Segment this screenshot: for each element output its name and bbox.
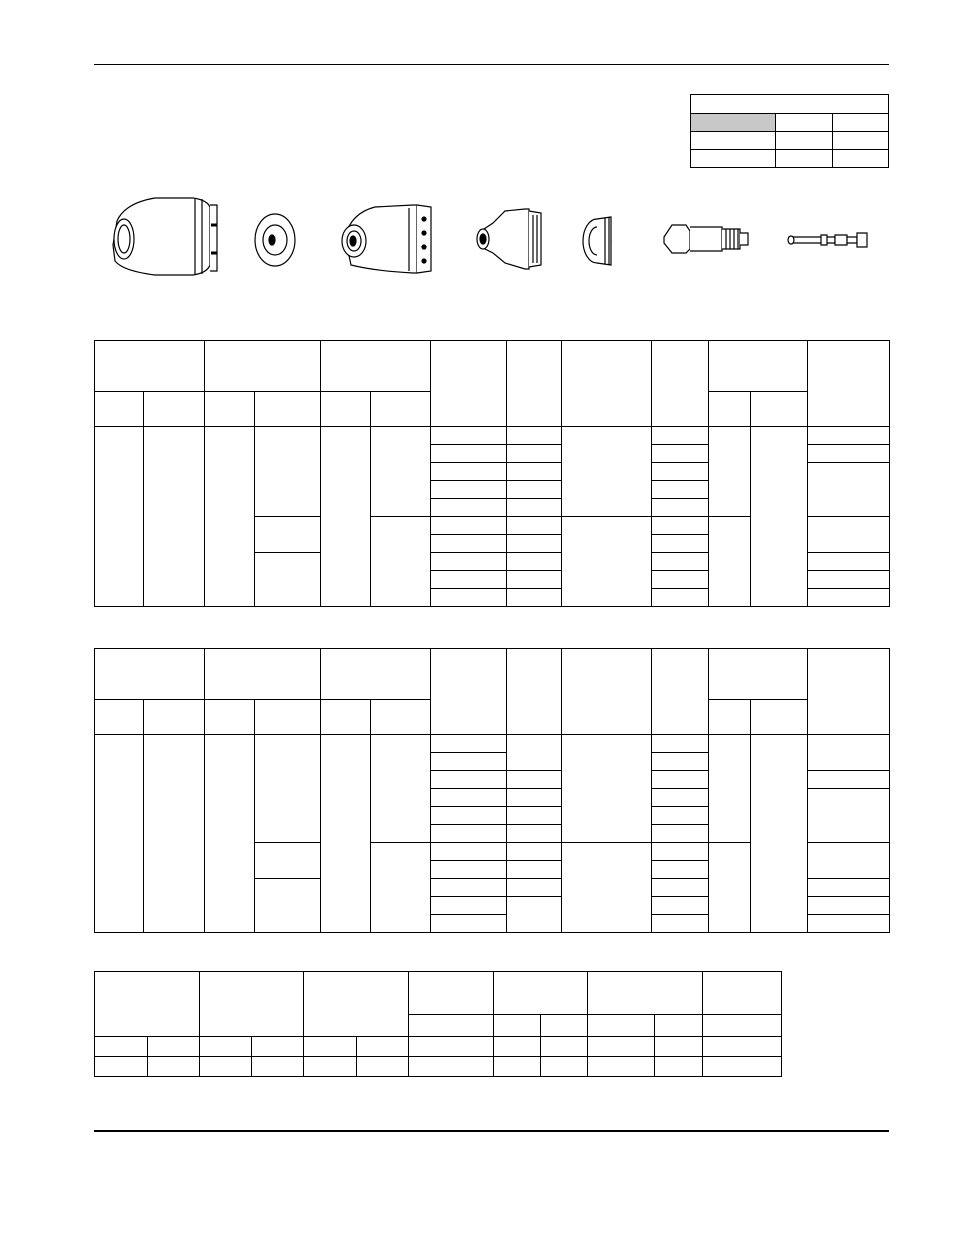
table-cell — [431, 341, 507, 427]
table-cell — [507, 735, 562, 771]
table-cell — [776, 150, 833, 168]
table-cell — [95, 735, 144, 933]
table-cell — [808, 589, 890, 607]
table-cell — [205, 341, 321, 392]
table-cell — [371, 700, 431, 735]
table-cell — [507, 427, 562, 445]
table-cell — [252, 1037, 304, 1057]
table-cell — [751, 735, 808, 933]
consumable-parts-illustration — [95, 185, 885, 290]
table-cell — [652, 915, 709, 933]
table-cell — [541, 1015, 588, 1037]
water-tube-icon — [788, 233, 867, 247]
table-cell — [255, 700, 321, 735]
table-cell — [652, 789, 709, 807]
table-cell — [709, 700, 751, 735]
table-cell — [148, 1037, 200, 1057]
table-cell — [431, 463, 507, 481]
table-cell — [808, 915, 890, 933]
table-cell — [371, 735, 431, 843]
table-cell — [507, 553, 562, 571]
table-cell — [808, 517, 890, 553]
table-cell — [431, 535, 507, 553]
table-cell — [95, 649, 205, 700]
table-cell — [205, 392, 255, 427]
table-cell — [751, 392, 808, 427]
table-cell — [205, 649, 321, 700]
table-cell — [507, 843, 562, 861]
table-cell — [431, 861, 507, 879]
table-cell — [144, 735, 205, 933]
table-cell — [652, 463, 709, 481]
table-row — [95, 1057, 782, 1077]
table-cell — [652, 825, 709, 843]
table-cell — [431, 843, 507, 861]
table-cell — [507, 571, 562, 589]
table-cell — [808, 735, 890, 771]
table-cell — [431, 771, 507, 789]
table-cell — [431, 481, 507, 499]
table-cell — [255, 392, 321, 427]
table-cell — [776, 132, 833, 150]
table-cell — [431, 649, 507, 735]
table-cell — [321, 427, 371, 607]
table-cell — [321, 700, 371, 735]
table-cell — [205, 735, 255, 933]
table-cell — [507, 897, 562, 933]
table-cell — [652, 445, 709, 463]
table-header-row — [95, 341, 890, 392]
table-cell — [304, 1057, 357, 1077]
table-cell — [205, 427, 255, 607]
table-cell — [652, 589, 709, 607]
table-cell — [494, 1057, 541, 1077]
table-cell — [431, 553, 507, 571]
table-cell — [494, 1015, 541, 1037]
table-cell — [808, 649, 890, 735]
table-cell — [321, 392, 371, 427]
table-cell — [200, 972, 304, 1037]
table-cell — [541, 1057, 588, 1077]
table-cell — [95, 700, 144, 735]
table-cell — [652, 807, 709, 825]
table-cell — [252, 1057, 304, 1077]
table-cell — [205, 700, 255, 735]
table-cell — [709, 843, 751, 933]
table-cell — [95, 1057, 148, 1077]
reference-table-title-cell — [691, 95, 889, 114]
table-cell — [200, 1057, 252, 1077]
table-cell — [808, 445, 890, 463]
table-cell — [507, 535, 562, 553]
reference-table-shaded-cell — [691, 114, 776, 132]
table-cell — [652, 753, 709, 771]
table-cell — [655, 1057, 703, 1077]
footer-rule — [94, 1130, 889, 1132]
table-cell — [95, 1037, 148, 1057]
table-cell — [808, 571, 890, 589]
table-cell — [507, 499, 562, 517]
table-cell — [808, 771, 890, 789]
table-cell — [507, 445, 562, 463]
electrode-icon — [664, 225, 748, 253]
table-cell — [507, 771, 562, 789]
table-cell — [357, 1057, 409, 1077]
table-cell — [431, 897, 507, 915]
table-cell — [652, 571, 709, 589]
table-cell — [321, 735, 371, 933]
table-cell — [652, 879, 709, 897]
table-cell — [494, 1037, 541, 1057]
table-cell — [808, 879, 890, 897]
table-cell — [652, 341, 709, 427]
table-row — [95, 735, 890, 753]
table-cell — [588, 1015, 655, 1037]
table-cell — [95, 392, 144, 427]
table-cell — [371, 517, 431, 607]
table-cell — [655, 1037, 703, 1057]
shield-icon — [113, 198, 217, 275]
table-cell — [95, 427, 144, 607]
nozzle-retaining-cap-icon — [255, 214, 295, 266]
table-cell — [431, 499, 507, 517]
table-cell — [808, 427, 890, 445]
table-cell — [709, 649, 808, 700]
table-cell — [652, 535, 709, 553]
table-cell — [255, 843, 321, 879]
table-cell — [691, 132, 776, 150]
table-cell — [304, 1037, 357, 1057]
table-cell — [562, 649, 652, 735]
table-cell — [652, 553, 709, 571]
table-cell — [652, 427, 709, 445]
retaining-cap-icon — [342, 205, 431, 273]
table-cell — [200, 1037, 252, 1057]
table-cell — [655, 1015, 703, 1037]
table-cell — [507, 517, 562, 535]
table-row — [95, 427, 890, 445]
table-cell — [95, 341, 205, 392]
table-cell — [562, 427, 652, 517]
table-cell — [541, 1037, 588, 1057]
table-cell — [255, 735, 321, 843]
table-cell — [652, 649, 709, 735]
table-header-row — [95, 649, 890, 700]
table-cell — [703, 1037, 782, 1057]
header-rule — [94, 64, 889, 65]
table-cell — [709, 427, 751, 517]
table-row — [95, 1037, 782, 1057]
table-cell — [507, 463, 562, 481]
table-cell — [409, 1037, 494, 1057]
table-cell — [562, 735, 652, 843]
table-cell — [709, 341, 808, 392]
table-cell — [507, 807, 562, 825]
table-cell — [409, 1057, 494, 1077]
table-cell — [652, 843, 709, 861]
table-cell — [255, 553, 321, 607]
table-cell — [507, 879, 562, 897]
table-cell — [255, 427, 321, 517]
table-cell — [144, 427, 205, 607]
table-cell — [507, 341, 562, 427]
table-cell — [371, 427, 431, 517]
table-cell — [431, 445, 507, 463]
table-cell — [95, 972, 200, 1037]
table-cell — [709, 392, 751, 427]
table-cell — [691, 150, 776, 168]
table-cell — [507, 825, 562, 843]
reference-table — [690, 94, 889, 168]
table-cell — [494, 972, 588, 1015]
table-cell — [808, 553, 890, 571]
swirl-ring-icon — [583, 217, 611, 265]
table-cell — [371, 392, 431, 427]
table-cell — [357, 1037, 409, 1057]
table-cell — [652, 481, 709, 499]
table-cell — [507, 481, 562, 499]
table-cell — [431, 825, 507, 843]
table-cell — [776, 114, 833, 132]
table-cell — [507, 789, 562, 807]
table-cell — [507, 861, 562, 879]
table-header-row — [95, 972, 782, 1015]
table-cell — [709, 517, 751, 607]
table-cell — [409, 1015, 494, 1037]
table-cell — [144, 392, 205, 427]
table-cell — [431, 807, 507, 825]
table-cell — [652, 771, 709, 789]
table-cell — [709, 735, 751, 843]
table-cell — [409, 972, 494, 1015]
table-cell — [588, 972, 703, 1015]
table-cell — [751, 700, 808, 735]
table-cell — [703, 1015, 782, 1037]
table-cell — [304, 972, 409, 1037]
table-cell — [588, 1037, 655, 1057]
table-cell — [652, 517, 709, 535]
table-cell — [751, 427, 808, 607]
table-cell — [431, 517, 507, 535]
table-cell — [507, 589, 562, 607]
table-cell — [562, 341, 652, 427]
table-cell — [833, 114, 889, 132]
table-cell — [808, 843, 890, 879]
table-cell — [144, 700, 205, 735]
table-cell — [808, 789, 890, 843]
table-cell — [833, 150, 889, 168]
table-cell — [431, 589, 507, 607]
table-cell — [808, 897, 890, 915]
table-cell — [431, 915, 507, 933]
consumables-table-2 — [94, 648, 890, 933]
table-cell — [833, 132, 889, 150]
table-cell — [588, 1057, 655, 1077]
table-cell — [808, 463, 890, 517]
consumables-table-1 — [94, 340, 890, 607]
table-cell — [562, 843, 652, 933]
table-cell — [808, 341, 890, 427]
table-cell — [321, 649, 431, 700]
table-cell — [652, 499, 709, 517]
table-cell — [148, 1057, 200, 1077]
table-cell — [431, 427, 507, 445]
table-cell — [703, 972, 782, 1015]
table-cell — [431, 789, 507, 807]
consumables-table-3 — [94, 971, 782, 1077]
table-cell — [652, 897, 709, 915]
table-cell — [562, 517, 652, 607]
nozzle-icon — [477, 209, 541, 269]
table-cell — [431, 753, 507, 771]
table-cell — [703, 1057, 782, 1077]
table-cell — [255, 517, 321, 553]
table-cell — [652, 735, 709, 753]
table-cell — [431, 735, 507, 753]
table-cell — [652, 861, 709, 879]
table-cell — [507, 649, 562, 735]
table-cell — [321, 341, 431, 392]
table-cell — [371, 843, 431, 933]
table-cell — [431, 571, 507, 589]
table-cell — [255, 879, 321, 933]
table-cell — [431, 879, 507, 897]
